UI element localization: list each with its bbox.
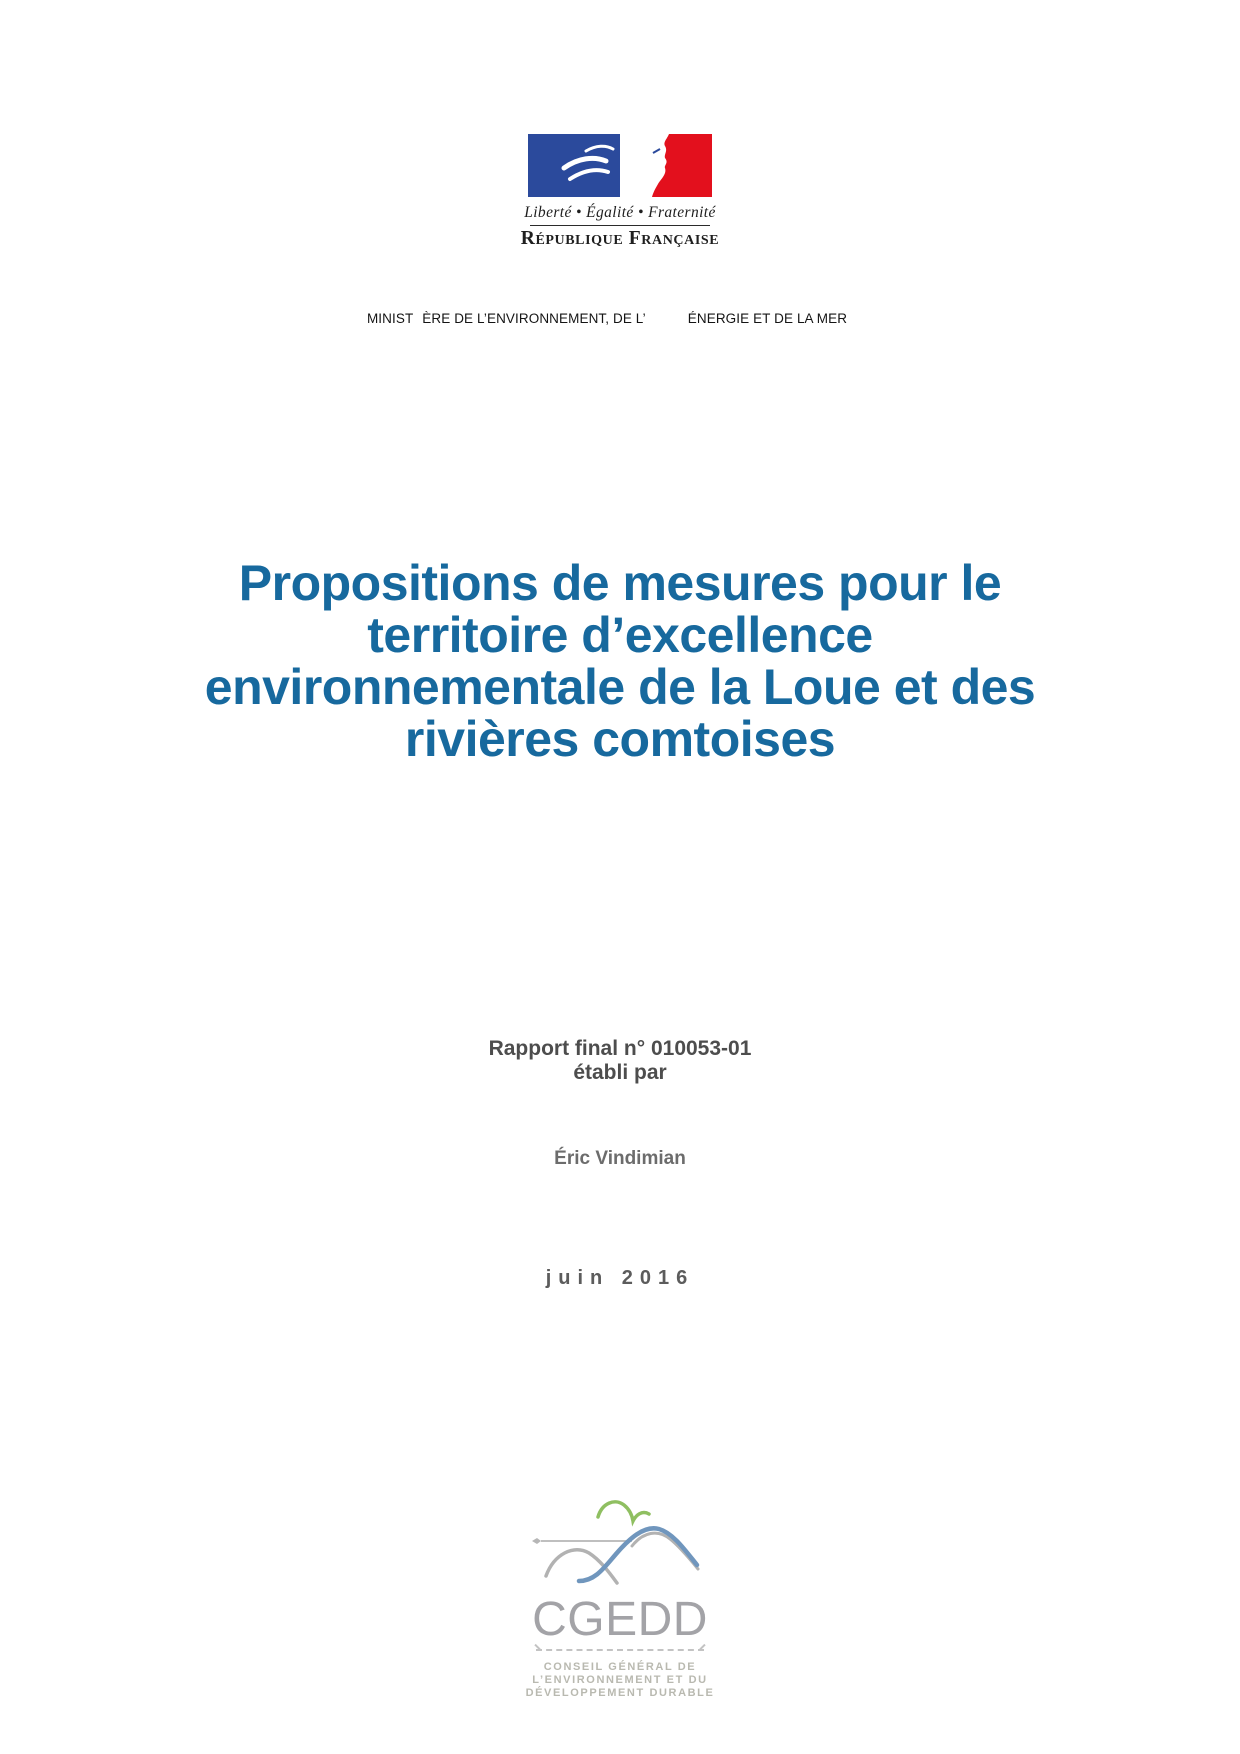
cgedd-arcs-icon xyxy=(532,1494,708,1586)
cgedd-caption-line-2: L’ENVIRONNEMENT ET DU xyxy=(532,1674,708,1686)
report-established-by: établi par xyxy=(573,1061,667,1084)
ministry-name xyxy=(367,311,847,326)
logo-country-name: République Française xyxy=(520,228,720,250)
ministry-segment-1: MINIST xyxy=(366,311,414,326)
marianne-flag-icon xyxy=(528,134,712,197)
report-title-line-1: Propositions de mesures pour le xyxy=(238,555,1002,611)
report-title-line-2: territoire d’excellence xyxy=(367,607,873,663)
ministry-segment-2: ÈRE DE L’ENVIRONNEMENT, DE L’ xyxy=(422,311,646,326)
report-date: juin 2016 xyxy=(545,1267,695,1289)
cgedd-caption-line-3: DÉVELOPPEMENT DURABLE xyxy=(525,1687,715,1699)
report-title-line-3: environnementale de la Loue et des xyxy=(204,659,1036,715)
cgedd-logo-block xyxy=(0,1494,1240,1700)
cgedd-measure-line xyxy=(536,1649,704,1655)
report-title-line-4: rivières comtoises xyxy=(404,711,836,767)
republique-francaise-logo xyxy=(0,134,1240,250)
cgedd-acronym: CGEDD xyxy=(532,1593,708,1646)
report-author: Éric Vindimian xyxy=(554,1148,686,1169)
report-reference-block xyxy=(0,1037,1240,1085)
cgedd-caption-line-1: CONSEIL GÉNÉRAL DE xyxy=(543,1661,697,1673)
ministry-segment-3: ÉNERGIE ET DE LA MER xyxy=(687,311,848,326)
cgedd-caption xyxy=(0,1661,1240,1700)
logo-motto: Liberté • Égalité • Fraternité xyxy=(524,204,716,221)
report-title xyxy=(0,557,1240,765)
report-reference-number: Rapport final n° 010053-01 xyxy=(488,1037,752,1060)
logo-divider xyxy=(530,225,710,226)
